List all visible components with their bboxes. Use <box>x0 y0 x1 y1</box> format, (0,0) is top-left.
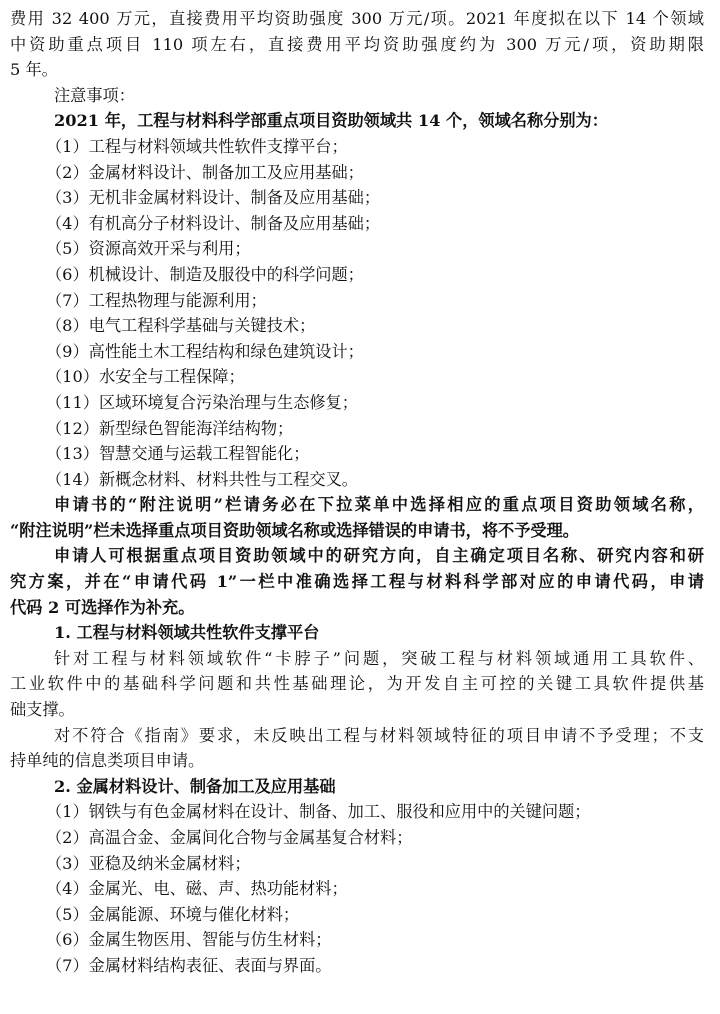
intro-line-1: 费用 32 400 万元，直接费用平均资助强度 300 万元/项。2021 年度拟在以下 14 个领域 <box>10 9 704 28</box>
attention-2-line-2: 究方案，并在“申请代码 1”一栏中准确选择工程与材料科学部对应的申请代码，申请 <box>10 572 704 592</box>
field-item-9: （9）高性能土木工程结构和绿色建筑设计； <box>46 341 364 361</box>
field-item-2: （2）金属材料设计、制备加工及应用基础； <box>46 162 364 182</box>
field-item-7: （7）工程热物理与能源利用； <box>46 290 267 310</box>
section-2-item-3: （3）亚稳及纳米金属材料； <box>46 853 251 873</box>
field-item-10: （10）水安全与工程保障； <box>46 367 245 387</box>
section-1-para-1-line-3: 础支撑。 <box>10 700 75 720</box>
section-2-item-6: （6）金属生物医用、智能与仿生材料； <box>46 930 332 950</box>
attention-1-line-2: “附注说明”栏未选择重点项目资助领域名称或选择错误的申请书，将不予受理。 <box>10 520 579 540</box>
section-1-para-2-line-1: 对不符合《指南》要求，未反映出工程与材料领域特征的项目申请不予受理；不支 <box>54 725 704 745</box>
field-item-3: （3）无机非金属材料设计、制备及应用基础； <box>46 188 381 208</box>
section-1-para-1-line-2: 工业软件中的基础科学问题和共性基础理论，为开发自主可控的关键工具软件提供基 <box>10 674 704 694</box>
field-item-1: （1）工程与材料领域共性软件支撑平台； <box>46 136 348 156</box>
attention-1-line-1: 申请书的“附注说明”栏请务必在下拉菜单中选择相应的重点项目资助领域名称， <box>54 495 704 515</box>
notes-heading: 注意事项： <box>54 85 135 105</box>
fields-intro: 2021 年，工程与材料科学部重点项目资助领域共 14 个，领域名称分别为： <box>54 111 608 131</box>
field-item-6: （6）机械设计、制造及服役中的科学问题； <box>46 264 364 284</box>
field-item-11: （11）区域环境复合污染治理与生态修复； <box>46 392 358 412</box>
section-1-title: 1. 工程与材料领域共性软件支撑平台 <box>54 623 320 643</box>
intro-line-3: 5 年。 <box>10 60 58 80</box>
section-2-item-7: （7）金属材料结构表征、表面与界面。 <box>46 955 332 975</box>
field-item-14: （14）新概念材料、材料共性与工程交叉。 <box>46 469 358 489</box>
field-item-12: （12）新型绿色智能海洋结构物； <box>46 418 294 438</box>
section-1-para-2-line-2: 持单纯的信息类项目申请。 <box>10 751 205 771</box>
attention-2-line-1: 申请人可根据重点项目资助领域中的研究方向，自主确定项目名称、研究内容和研 <box>54 546 704 566</box>
section-1-para-1-line-1: 针对工程与材料领域软件“卡脖子”问题，突破工程与材料领域通用工具软件、 <box>54 648 704 668</box>
section-2-item-2: （2）高温合金、金属间化合物与金属基复合材料； <box>46 828 413 847</box>
section-2-item-1: （1）钢铁与有色金属材料在设计、制备、加工、服役和应用中的关键问题； <box>46 802 591 822</box>
field-item-5: （5）资源高效开采与利用； <box>46 239 251 259</box>
section-2-item-4: （4）金属光、电、磁、声、热功能材料； <box>46 879 348 899</box>
field-item-8: （8）电气工程科学基础与关键技术； <box>46 316 316 336</box>
attention-2-line-3: 代码 2 可选择作为补充。 <box>10 597 195 617</box>
section-2-title: 2. 金属材料设计、制备加工及应用基础 <box>54 776 336 796</box>
intro-line-2: 中资助重点项目 110 项左右，直接费用平均资助强度约为 300 万元/项，资助期限 <box>10 34 704 54</box>
section-2-item-5: （5）金属能源、环境与催化材料； <box>46 904 300 924</box>
field-item-13: （13）智慧交通与运载工程智能化； <box>46 444 310 464</box>
field-item-4: （4）有机高分子材料设计、制备及应用基础； <box>46 213 381 233</box>
